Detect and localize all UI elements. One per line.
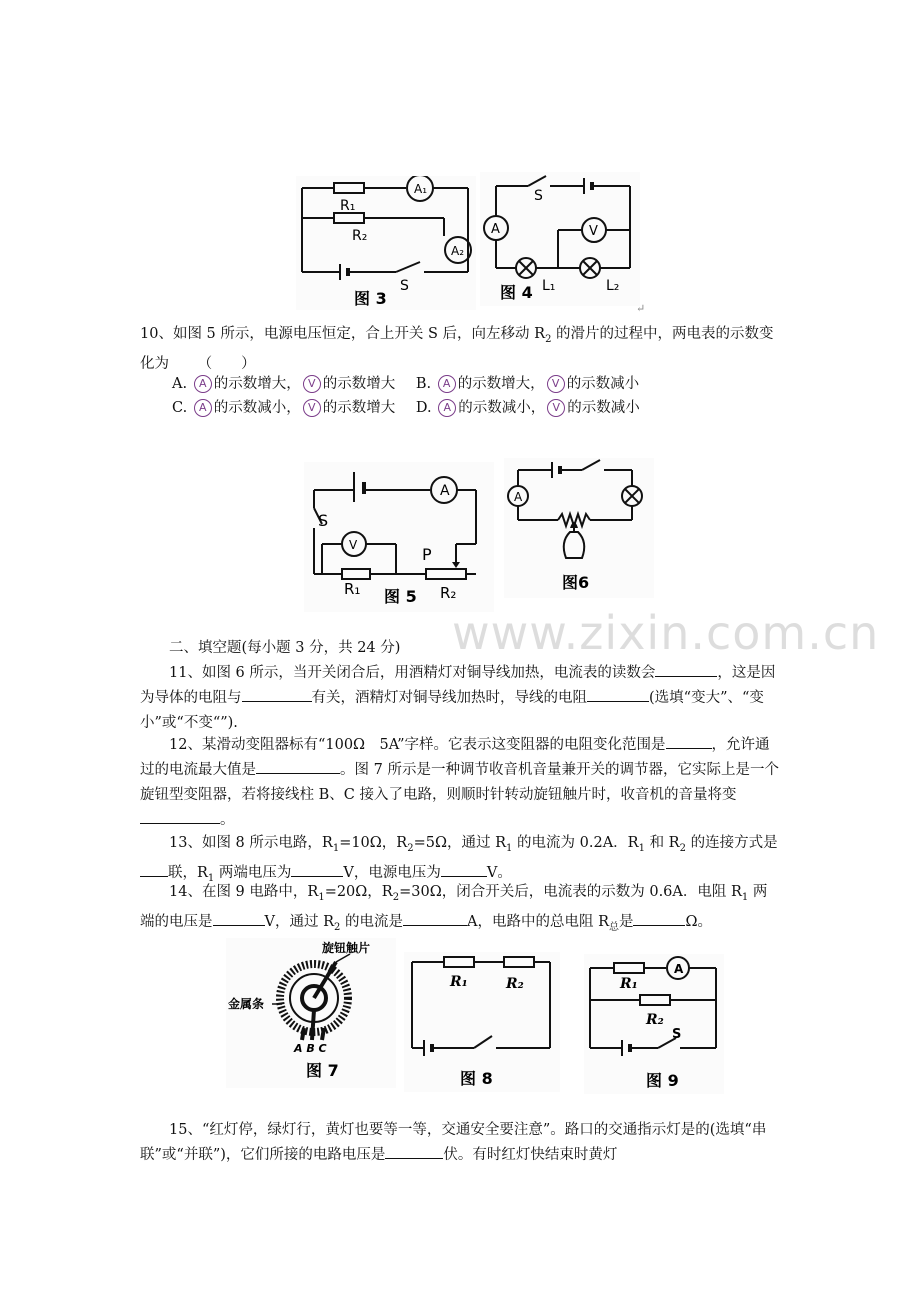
q10-option-b[interactable]: B. A 的示数增大， V 的示数减小: [415, 376, 640, 392]
answer-blank[interactable]: [140, 809, 220, 824]
fig3-r1-label: R₁: [340, 198, 356, 214]
fig5-r1-label: R₁: [344, 580, 361, 598]
question-11: 11、如图 6 所示，当开关闭合后，用酒精灯对铜导线加热，电流表的读数会 ，这是因为导体的电阻与 有关，酒精灯对铜导线加热时，导线的电阻 (选填“变大”、“变小”或“不变“”).: [140, 661, 780, 736]
q10-options-row-1: [172, 372, 655, 396]
return-mark: ↵: [636, 302, 646, 315]
question-15: 15、“红灯停，绿灯行，黄灯也要等一等，交通安全要注意”。路口的交通指示灯是的(选填“串联”或“并联”)，它们所接的电路电压是 伏。有时红灯快结束时黄灯: [140, 1122, 767, 1163]
fig5-r2-label: R₂: [440, 584, 457, 602]
fig5-caption: 图 5: [384, 587, 417, 606]
answer-blank[interactable]: [140, 862, 168, 877]
fig3-a1-label: A₁: [414, 182, 428, 196]
fig9-r2-label: R₂: [646, 1012, 664, 1028]
fig9-s-label: S: [672, 1027, 682, 1042]
fig4-a-label: A: [491, 222, 500, 237]
fig4-l2-label: L₂: [606, 278, 620, 294]
ammeter-icon: A: [438, 399, 456, 417]
fig3-caption: 图 3: [354, 289, 387, 308]
fig4-v-label: V: [589, 224, 598, 239]
q10-options-row-2: [172, 396, 656, 420]
fig9-caption: 图 9: [646, 1071, 679, 1090]
q10-option-c[interactable]: C. A 的示数减小， V 的示数增大: [172, 400, 396, 416]
circuit-diagram-6: [504, 458, 654, 598]
answer-blank[interactable]: [587, 687, 649, 702]
ammeter-icon: A: [194, 375, 212, 393]
fig7-knob-label: 旋钮触片: [322, 941, 371, 955]
answer-blank[interactable]: [666, 734, 712, 749]
voltmeter-icon: V: [303, 375, 321, 393]
answer-blank[interactable]: [633, 911, 685, 926]
fig3-a2-label: A₂: [451, 244, 465, 258]
fig5-s-label: S: [318, 511, 329, 530]
fig5-v-label: V: [349, 538, 358, 552]
fig7-caption: 图 7: [306, 1061, 339, 1080]
voltmeter-icon: V: [547, 399, 565, 417]
figure-6: [504, 458, 654, 598]
fig8-r1-label: R₁: [450, 974, 468, 990]
fig7-terminal-labels: A B C: [294, 1042, 327, 1055]
ammeter-icon: A: [194, 399, 212, 417]
fig6-a-label: A: [514, 490, 523, 504]
circuit-diagram-4: [480, 172, 640, 306]
answer-blank[interactable]: [213, 911, 265, 926]
answer-paren: （ ）: [197, 355, 256, 372]
fig8-r2-label: R₂: [506, 976, 524, 992]
circuit-diagram-5: [304, 462, 494, 612]
question-12: 12、某滑动变阻器标有“100Ω 5A”字样。它表示这变阻器的电阻变化范围是 ，允许通过的电流最大值是 。图 7 所示是一种调节收音机音量兼开关的调节器，它实际上是一个旋钮型变阻器，若将接线柱 B、C 接入了电路，则顺时针转动旋钮触片时，收音机的音量将变。: [140, 733, 780, 833]
fig5-a-label: A: [440, 483, 450, 499]
rotary-rheostat-diagram-7: [226, 938, 396, 1088]
fig3-s-label: S: [400, 278, 409, 294]
answer-blank[interactable]: [441, 862, 487, 877]
fig3-r2-label: R₂: [352, 228, 368, 244]
figure-5: [304, 462, 494, 612]
answer-blank[interactable]: [403, 911, 467, 926]
circuit-diagram-9: [584, 954, 724, 1094]
fig9-a-label: A: [674, 962, 684, 976]
voltmeter-icon: V: [547, 375, 565, 393]
circuit-diagram-8: [404, 952, 560, 1092]
ammeter-icon: A: [438, 375, 456, 393]
fig5-p-label: P: [422, 545, 432, 564]
circuit-diagram-3: [296, 176, 476, 310]
q10-option-a[interactable]: A. A 的示数增大， V 的示数增大: [172, 376, 396, 392]
question-14: 14、在图 9 电路中，$R_1=20\Omega$，$R_2=30\Omega$，闭合开关后，电流表的示数为 0.6A．电阻 $R_1$ 两端的电压是 V，通过 $R_2$ 的电流是 A，电路中的总电阻 $R_总$是 Ω。: [140, 884, 768, 933]
fig4-l1-label: L₁: [542, 278, 556, 294]
answer-blank[interactable]: [242, 687, 312, 702]
figure-9: [584, 954, 724, 1094]
fig9-r1-label: R₁: [620, 976, 638, 992]
figure-3: [296, 176, 476, 310]
answer-blank[interactable]: [256, 759, 340, 774]
question-10: 10、如图 5 所示，电源电压恒定，合上开关 S 后，向左移动 $R_2$ 的滑片的过程中，两电表的示数变化为 （ ）: [140, 326, 774, 372]
answer-blank[interactable]: [291, 862, 343, 877]
figure-8: [404, 952, 560, 1092]
fig7-strip-label: 金属条: [228, 997, 265, 1011]
fig6-caption: 图6: [562, 573, 590, 592]
section-2-heading: 二、填空题(每小题 3 分，共 24 分): [169, 640, 401, 656]
voltmeter-icon: V: [303, 399, 321, 417]
figure-4: [480, 172, 640, 306]
fig4-s-label: S: [534, 188, 543, 204]
watermark-text: www.zixin.com.cn: [452, 606, 880, 660]
answer-blank[interactable]: [385, 1144, 443, 1159]
fig4-caption: 图 4: [500, 283, 533, 302]
q10-option-d[interactable]: D. A 的示数减小， V 的示数减小: [415, 400, 640, 416]
fig8-caption: 图 8: [460, 1069, 493, 1088]
answer-blank[interactable]: [655, 662, 717, 677]
figure-7: [226, 938, 396, 1088]
question-13: 13、如图 8 所示电路，$R_1=10\Omega$，$R_2=5\Omega$，通过 $R_1$ 的电流为 0.2A．$R_1$ 和 $R_2$ 的连接方式是联，$R_1$ 两端电压为 V，电源电压为 V。: [140, 831, 780, 891]
